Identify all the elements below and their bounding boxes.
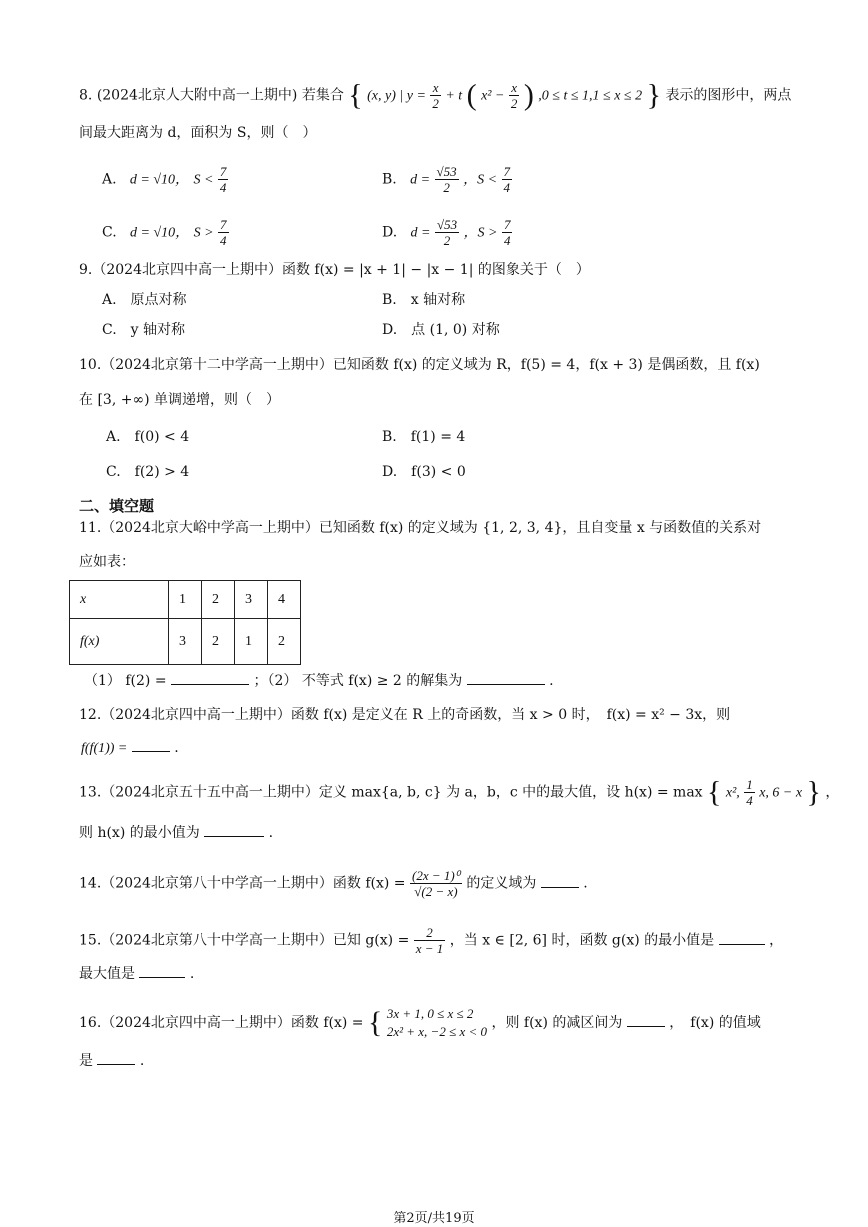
table-cell: 4 [268,581,301,619]
q8-option-d: D. d = $\frac{√53}{2}$ ，S > $\frac{7}{4}$ [382,217,511,248]
q8-brace-close: } [646,78,661,112]
table-cell: 1 [169,581,202,619]
table-cell: 3 [235,581,268,619]
answer-blank[interactable] [171,670,249,685]
section-heading-fill-in: 二、填空题 [79,497,155,515]
q10-line2: 在 [3, +∞) 单调递增，则（ ） [79,392,281,408]
q12-line2: f(f(1)) = . [81,737,179,759]
table-cell: 2 [268,619,301,665]
q8-set-left: (x, y) | y = [367,88,426,104]
q9-option-c: C. y 轴对称 [102,322,186,338]
q8-plus-t: + t [445,88,463,104]
q8-brace-open: { [348,78,363,112]
q9-stem: 9.（2024北京四中高一上期中）函数 f(x) = |x + 1| − |x − 1| 的图象关于（ ） [79,262,590,278]
q8-option-c: C. d = √10， S > $\frac{7}{4}$ [102,217,227,248]
page-number-footer: 第2页/共19页 [393,1211,475,1226]
q10-option-d: D. f(3) < 0 [382,464,466,480]
q8-paren-close: ) [523,78,534,112]
q8-tail: 表示的图形中，两点 [665,87,792,104]
q11-stem: 11.（2024北京大峪中学高一上期中）已知函数 f(x) 的定义域为 {1, 2, 3, 4}，且自变量 x 与函数值的关系对 [79,520,762,536]
answer-blank[interactable] [97,1050,135,1065]
q9-option-b: B. x 轴对称 [382,292,466,308]
q14-stem: 14.（2024北京第八十中学高一上期中）函数 f(x) = $\frac{\text{(2x − 1)⁰}}{√(2 - x)}$ 的定义域为 . [79,868,588,899]
q10-option-c: C. f(2) > 4 [106,464,190,480]
q8-frac2: $\frac{x}{2}$ [510,80,518,111]
q15-line2: 最大值是 . [79,963,194,984]
q8-frac1: $\frac{x}{2}$ [432,80,439,111]
q8-source: (2024北京人大附中高一上期中) [96,87,298,104]
answer-blank[interactable] [541,873,579,888]
q10-option-a: A. f(0) < 4 [106,429,190,445]
table-row [70,619,301,665]
q8-option-a: A. d = √10， S < $\frac{7}{4}$ [102,164,227,195]
answer-blank[interactable] [139,963,185,978]
q11-value-table [69,580,301,665]
q13-stem: 13.（2024北京五十五中高一上期中）定义 max{a, b, c} 为 a，b，c 中的最大值，设 h(x) = max { x², $\frac{1}{4}$ x, 6 − x } ， [79,775,840,809]
q8-paren-open: ( [466,78,477,112]
q9-option-a: A. 原点对称 [102,292,187,308]
table-cell: 3 [169,619,202,665]
q9-option-d: D. 点 (1, 0) 对称 [382,322,500,338]
q8-line2: 间最大距离为 d，面积为 S，则（ ） [79,125,317,141]
q8-option-b: B. d = $\frac{√53}{2}$ ，S < $\frac{7}{4}$ [382,164,511,195]
answer-blank[interactable] [719,930,765,945]
q15-stem: 15.（2024北京第八十中学高一上期中）已知 g(x) = $\frac{2}{x - 1}$ ，当 x ∈ [2, 6] 时，函数 g(x) 的最小值是 ， [79,925,784,956]
q8-paren-inner: x² − [481,88,505,104]
q11-line2: 应如表： [79,554,135,570]
q10-stem: 10.（2024北京第十二中学高一上期中）已知函数 f(x) 的定义域为 R，f(5) = 4，f(x + 3) 是偶函数，且 f(x) [79,357,760,373]
q8-line1 [79,80,791,111]
q13-line2: 则 h(x) 的最小值为 . [79,822,273,843]
q10-option-b: B. f(1) = 4 [382,429,466,445]
q11-answers: （1） f(2) = ；（2） 不等式 f(x) ≥ 2 的解集为 . [84,670,554,691]
answer-blank[interactable] [467,670,545,685]
table-row [70,581,301,619]
q12-stem: 12.（2024北京四中高一上期中）函数 f(x) 是定义在 R 上的奇函数，当 x > 0 时， f(x) = x² − 3x，则 [79,707,731,723]
q16-stem: 16.（2024北京四中高一上期中）函数 f(x) = { 3x + 1, 0 ≤ x ≤ 2 2x² + x, −2 ≤ x < 0 ，则 f(x) 的减区间为 ， f(x) 的值域 [79,1006,761,1039]
answer-blank[interactable] [132,737,170,752]
table-cell: x [70,581,169,619]
q16-piecewise: 3x + 1, 0 ≤ x ≤ 2 2x² + x, −2 ≤ x < 0 [386,1006,488,1039]
q8-condition: ,0 ≤ t ≤ 1,1 ≤ x ≤ 2 [538,88,643,104]
table-cell: 2 [202,619,235,665]
q8-number: 8. [79,87,93,104]
answer-blank[interactable] [627,1012,665,1027]
table-cell: f(x) [70,619,169,665]
table-cell: 1 [235,619,268,665]
q16-line2: 是 . [79,1050,144,1071]
answer-blank[interactable] [204,822,264,837]
table-cell: 2 [202,581,235,619]
q8-lead: 若集合 [301,87,344,104]
